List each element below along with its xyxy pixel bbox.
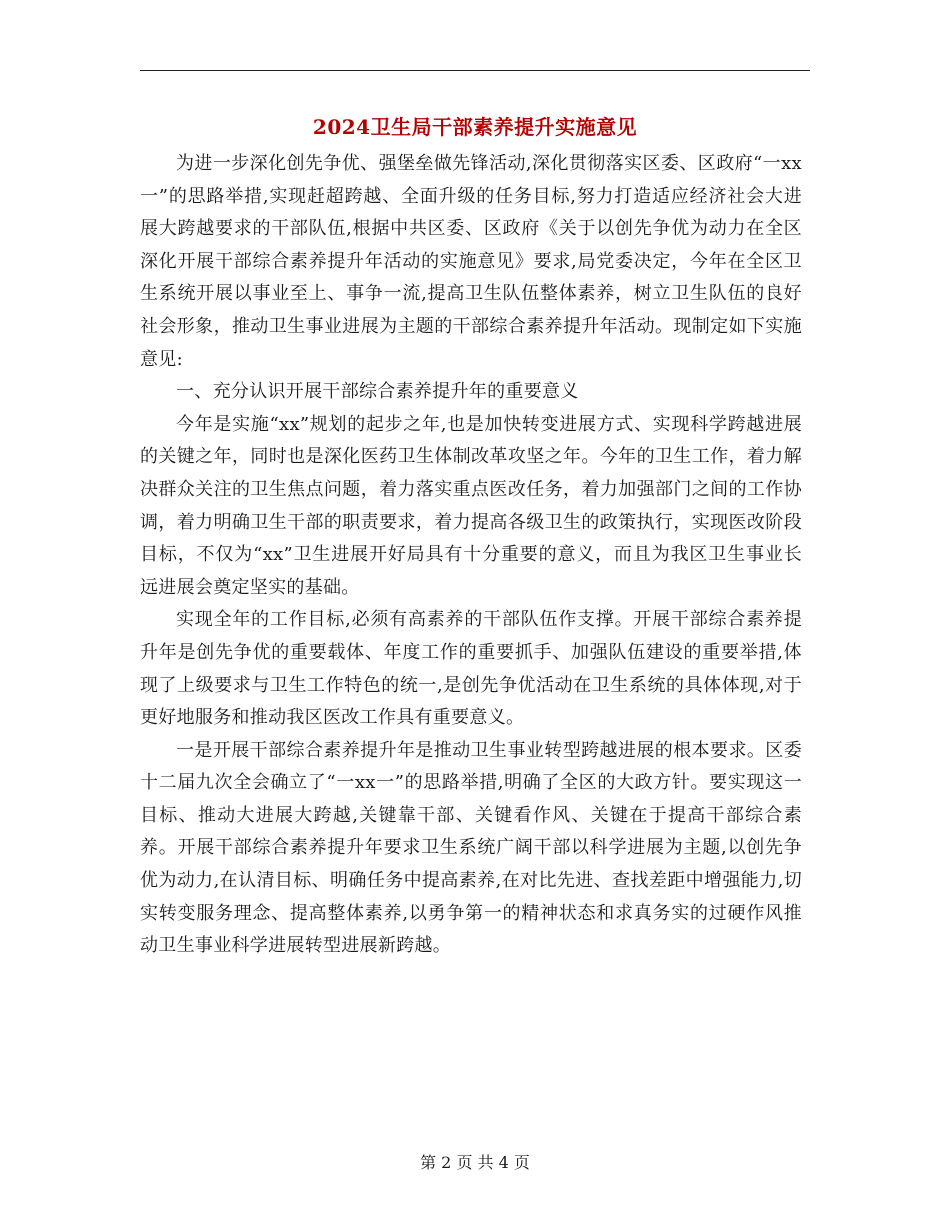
document-body [140, 148, 802, 963]
header-rule [140, 70, 810, 71]
section-heading-1: 一、充分认识开展干部综合素养提升年的重要意义 [176, 381, 579, 403]
paragraph-3: 一是开展干部综合素养提升年是推动卫生事业转型跨越进展的根本要求。区委十二届九次全会确立了“一xx一”的思路举措,明确了全区的大政方针。要实现这一目标、推动大进展大跨越,关键靠干部、关键看作风、关键在于提高干部综合素养。开展干部综合素养提升年要求卫生系统广阔干部以科学进展为主题,以创先争优为动力,在认清目标、明确任务中提高素养,在对比先进、查找差距中增强能力,切实转变服务理念、提高整体素养,以勇争第一的精神状态和求真务实的过硬作风推动卫生事业科学进展转型进展新跨越。 [140, 739, 802, 957]
paragraph-intro: 为进一步深化创先争优、强堡垒做先锋活动,深化贯彻落实区委、区政府“一xx一”的思路举措,实现赶超跨越、全面升级的任务目标,努力打造适应经济社会大进展大跨越要求的干部队伍,根据中共区委、区政府《关于以创先争优为动力在全区深化开展干部综合素养提升年活动的实施意见》要求,局党委决定，今年在全区卫生系统开展以事业至上、事争一流,提高卫生队伍整体素养，树立卫生队伍的良好社会形象，推动卫生事业进展为主题的干部综合素养提升年活动。现制定如下实施意见: [140, 153, 802, 370]
paragraph-2: 实现全年的工作目标,必须有高素养的干部队伍作支撑。开展干部综合素养提升年是创先争优的重要载体、年度工作的重要抓手、加强队伍建设的重要举措,体现了上级要求与卫生工作特色的统一,是创先争优活动在卫生系统的具体体现,对于更好地服务和推动我区医改工作具有重要意义。 [140, 609, 802, 729]
document-title: 2024卫生局干部素养提升实施意见 [312, 115, 638, 139]
page-footer: 第 2 页 共 4 页 [420, 1153, 530, 1172]
paragraph-1: 今年是实施“xx”规划的起步之年,也是加快转变进展方式、实现科学跨越进展的关键之年，同时也是深化医药卫生体制改革攻坚之年。今年的卫生工作，着力解决群众关注的卫生焦点问题，着力落实重点医改任务，着力加强部门之间的工作协调，着力明确卫生干部的职责要求，着力提高各级卫生的政策执行，实现医改阶段目标，不仅为“xx”卫生进展开好局具有十分重要的意义，而且为我区卫生事业长远进展会奠定坚实的基础。 [140, 413, 802, 598]
